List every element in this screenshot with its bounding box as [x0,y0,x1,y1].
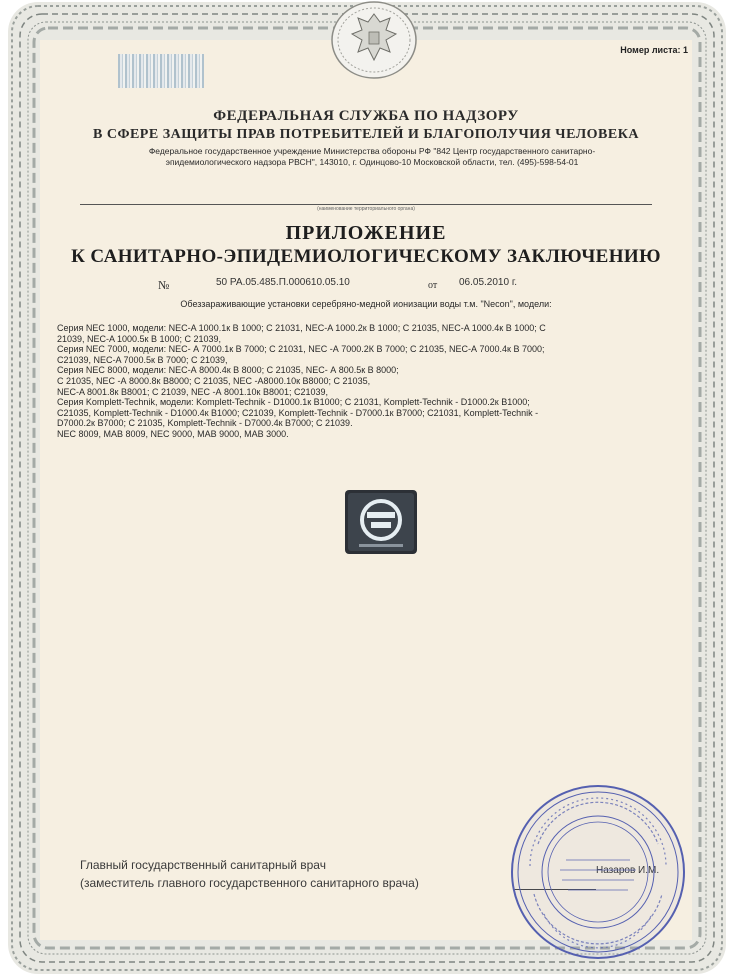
models-line: С21039, NEC-A 7000.5к В 7000; С 21039, [57,354,228,365]
organization-caption: (наименование территориального органа) [317,206,415,212]
models-line: Серия NEC 1000, модели: NEC-A 1000.1к В 1000; С 21031, NEC-A 1000.2к В 1000; С 21035, NEC-A 1000.4к В 1000; С [57,323,546,333]
models-line: D7000.2к В7000; С 21035, Komplett-Technik - D7000.4к В7000; С 21039. [57,418,353,429]
hologram-seal [345,490,417,554]
coat-of-arms-emblem [328,0,420,84]
official-stamp [508,782,688,962]
signature-subtitle: (заместитель главного государственного санитарного врача) [80,876,419,890]
organization-details [92,146,652,168]
signature-title: Главный государственный санитарный врач [80,858,326,872]
security-barcode [118,54,204,88]
models-line: 21039, NEC-A 1000.5к В 1000; С 21039, [57,333,222,344]
models-list [57,323,677,440]
organization-line2: эпидемиологического надзора РВСН", 143010, г. Одинцово-10 Московской области, тел. (495)-598-54-01 [165,157,579,167]
models-line: NEC 8009, MAB 8009, NEC 9000, MAB 9000, MAB 3000. [57,428,289,439]
date-label: от [428,280,438,291]
product-subject: Обеззараживающие установки серебряно-медной ионизации воды т.м. "Necon", модели: [180,299,552,309]
number-label: № [158,278,170,292]
models-line: С21035, Komplett-Technik - D1000.4к В1000; С21039, Komplett-Technik - D7000.1к В7000; С21031, Komplett-Technik - [57,407,539,418]
agency-heading-line1: ФЕДЕРАЛЬНАЯ СЛУЖБА ПО НАДЗОРУ [213,108,519,124]
organization-line1: Федеральное государственное учреждение Министерства обороны РФ "842 Центр государственного санитарно- [148,146,596,156]
models-line: Серия NEC 7000, модели: NEC- А 7000.1к В 7000; С 21031, NEC -А 7000.2К В 7000; С 21035, NEC-А 7000.4к В 7000; [57,344,545,355]
agency-heading-line2: В СФЕРЕ ЗАЩИТЫ ПРАВ ПОТРЕБИТЕЛЕЙ И БЛАГОПОЛУЧИЯ ЧЕЛОВЕКА [93,127,639,142]
models-line: Серия NEC 8000, модели: NEC-А 8000.4к В 8000; С 21035, NEC- А 800.5к В 8000; [57,365,399,376]
date-value: 06.05.2010 г. [459,277,518,288]
models-line: NEC-A 8001.8к В8001; С 21039, NEC -А 8001.10к В8001; С21039, [57,386,329,397]
models-line: С 21035, NEC -А 8000.8к В8000; С 21035, NEC -А8000.10к В8000; С 21035, [57,375,371,386]
sheet-number: Номер листа: 1 [620,45,688,55]
models-line: Серия Komplett-Technik, модели: Komplett-Technik - D1000.1к В1000; С 21031, Komplett-Technik - D1000.2к В1000; [57,397,530,408]
divider-rule [80,204,652,205]
document-title-line1: ПРИЛОЖЕНИЕ [285,222,447,244]
number-value: 50 РА.05.485.П.000610.05.10 [216,277,350,288]
document-title-line2: К САНИТАРНО-ЭПИДЕМИОЛОГИЧЕСКОМУ ЗАКЛЮЧЕНИЮ [71,246,661,267]
